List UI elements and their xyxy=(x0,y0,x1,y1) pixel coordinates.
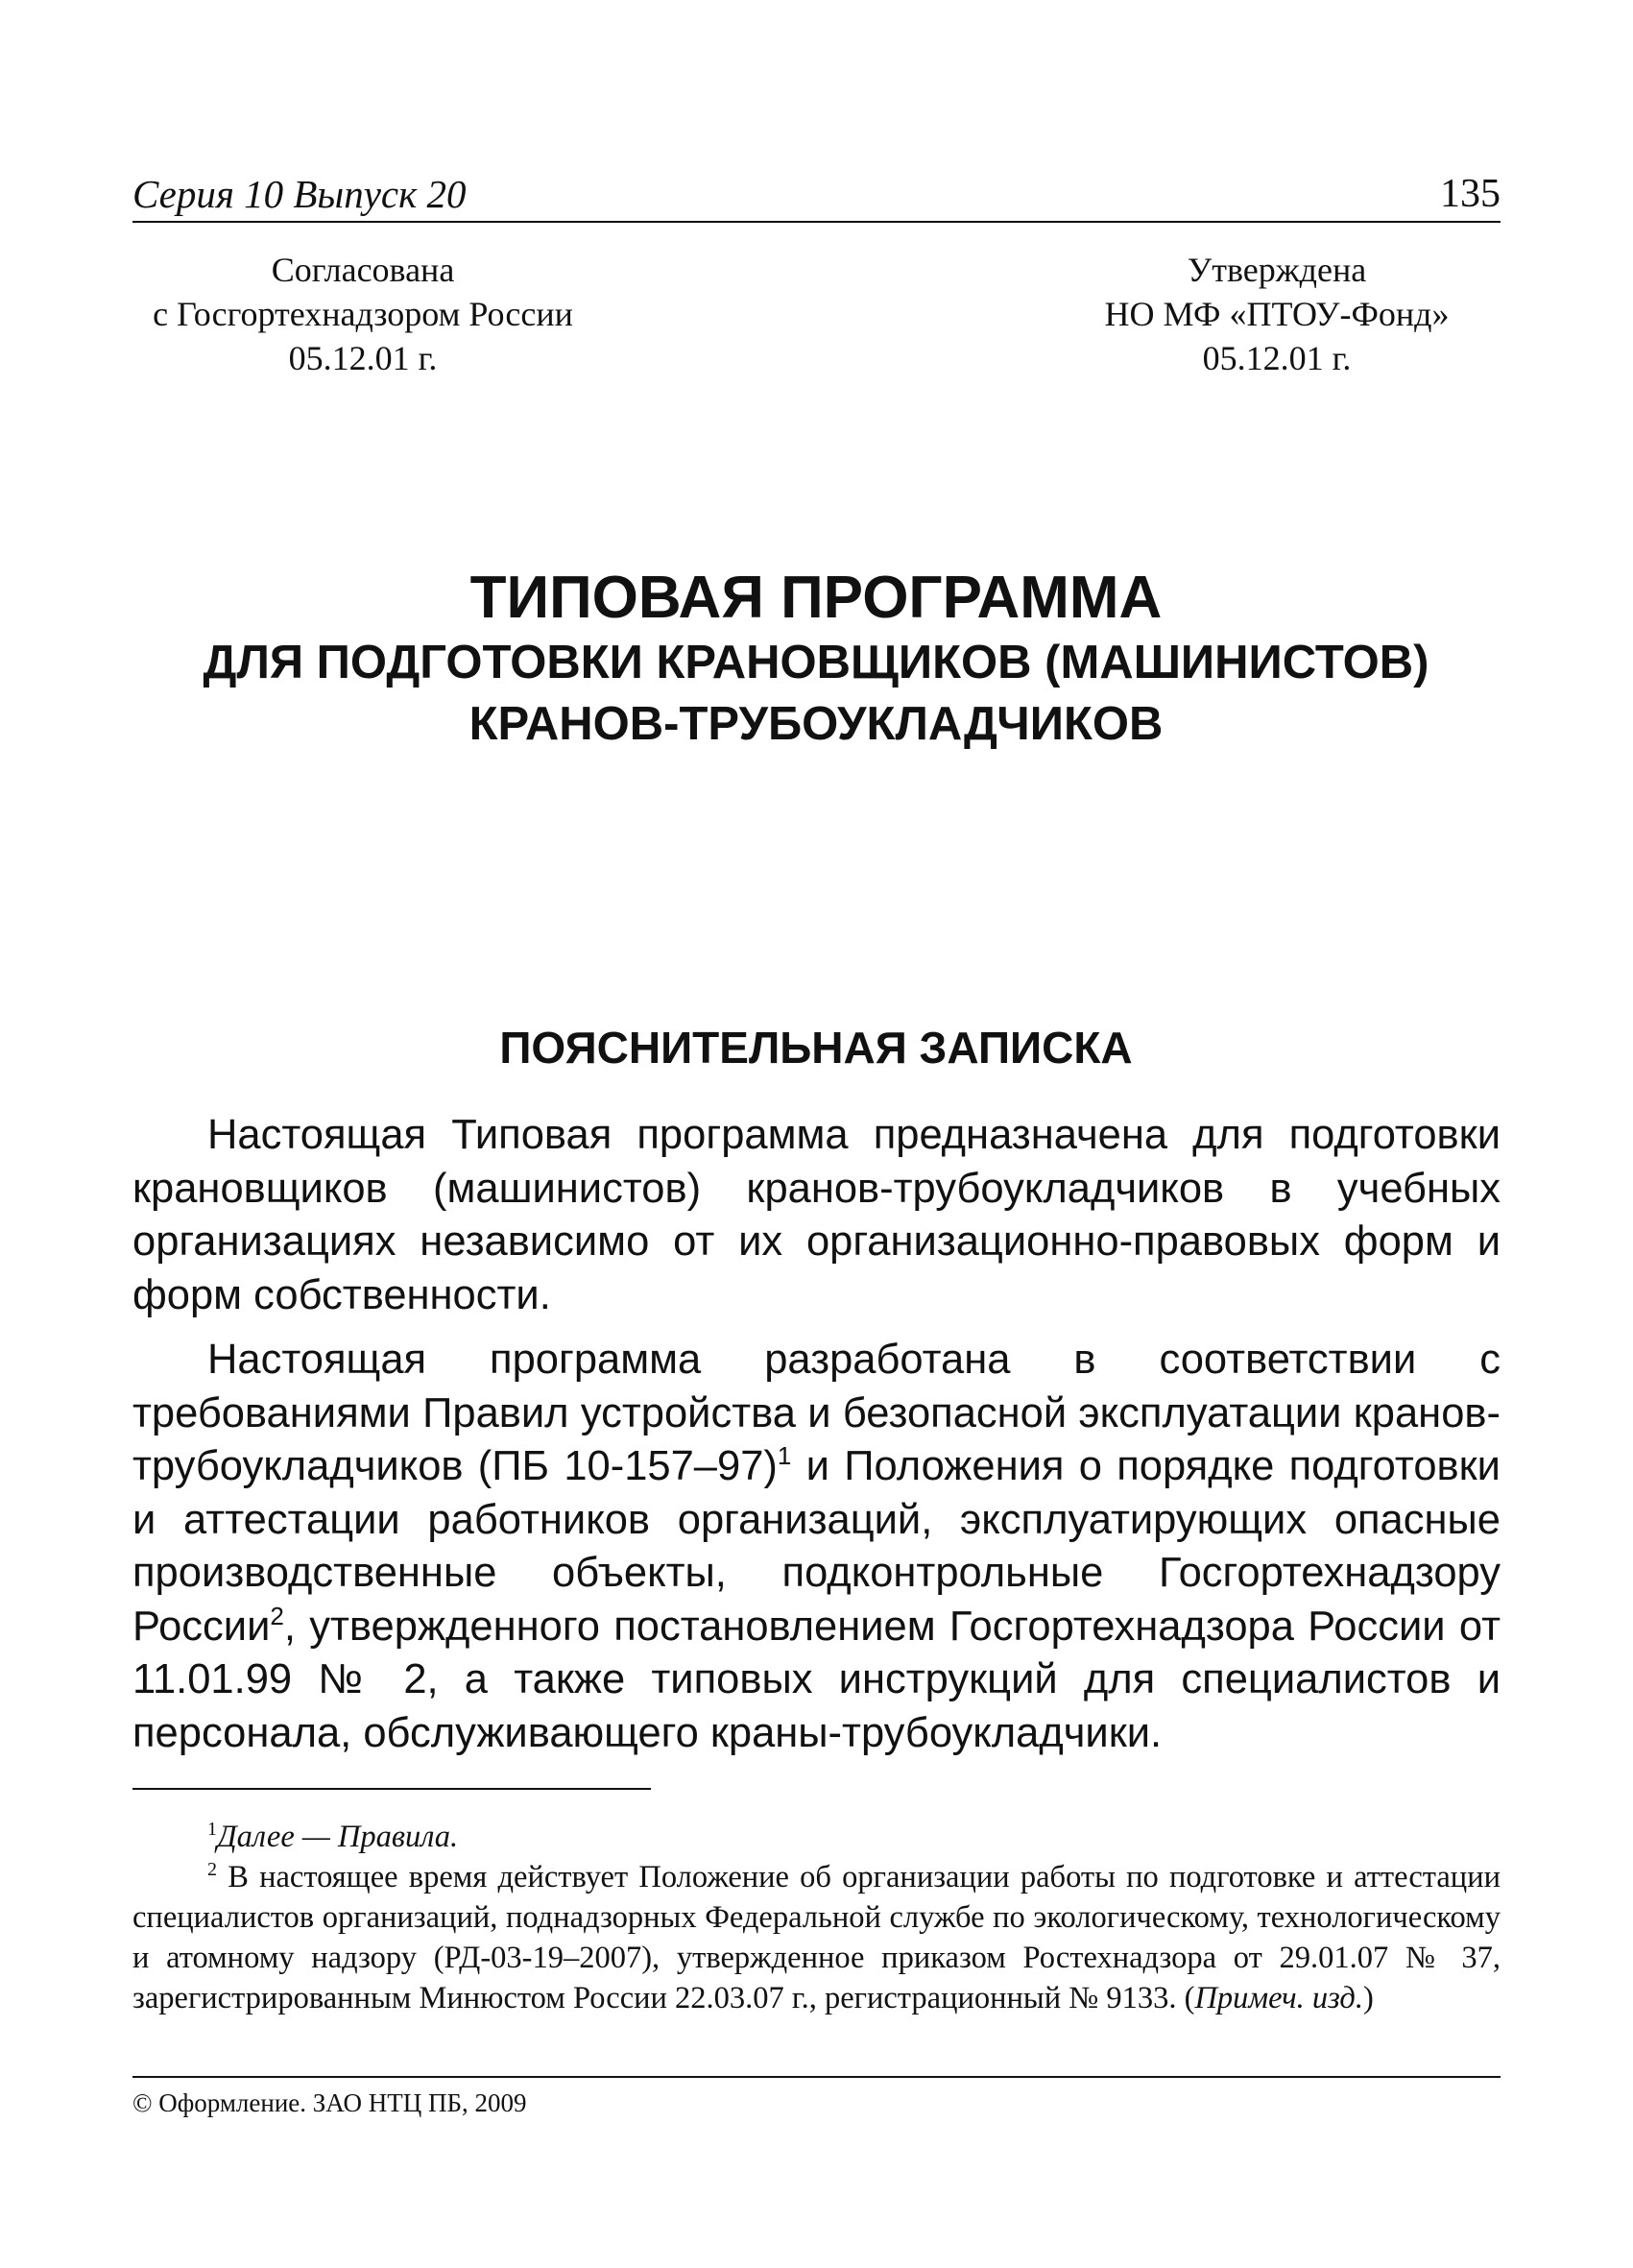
running-header xyxy=(132,169,1501,223)
footnote-2-close: ) xyxy=(1362,1981,1374,2015)
footnote-1 xyxy=(132,1817,1501,1857)
footnote-1-text: Далее — Правила. xyxy=(217,1820,459,1854)
approval-agreed-title: Согласована xyxy=(271,251,455,289)
title-line-1: ТИПОВАЯ ПРОГРАММА xyxy=(469,565,1163,631)
footnote-2-mark: 2 xyxy=(207,1859,217,1880)
approval-approved-block xyxy=(1046,248,1507,380)
title-line-2: ДЛЯ ПОДГОТОВКИ КРАНОВЩИКОВ (МАШИНИСТОВ) xyxy=(203,637,1429,688)
footer-rule xyxy=(132,2076,1501,2078)
paragraph-2-part-c: , утвержденного постановлением Госгортехнадзора России от 11.01.99 № 2, а также типовых инструкций для специалистов и персонала, обслуживающего краны-трубоукладчики. xyxy=(132,1603,1501,1756)
footnotes xyxy=(132,1817,1501,2018)
footnote-2-text: В настоящее время действует Положение об организации работы по подготовке и аттестации специалистов организаций, поднадзорных Федеральной службе по экологическому, технологическому и атомному надзору (РД-03-19–2007), утвержденное приказом Ростехнадзора от 29.01.07 № 37, зарегистрированным Минюстом России 22.03.07 г., регистрационный № 9133. ( xyxy=(132,1860,1501,2015)
footnote-2 xyxy=(132,1857,1501,2018)
body-text xyxy=(132,1109,1501,1772)
footnote-1-mark: 1 xyxy=(207,1819,217,1840)
paragraph-2-part-a: Настоящая программа разработана в соответствии с требованиями Правил устройства и безопасной эксплуатации кранов-трубоукладчиков (ПБ 10-157–97) xyxy=(132,1337,1501,1489)
section-heading: ПОЯСНИТЕЛЬНАЯ ЗАПИСКА xyxy=(499,1023,1133,1073)
footnote-ref-1: 1 xyxy=(777,1441,792,1470)
document-title xyxy=(144,565,1488,755)
approval-agreed-date: 05.12.01 г. xyxy=(288,339,438,377)
footnote-ref-2: 2 xyxy=(270,1601,284,1630)
approval-approved-authority: НО МФ «ПТОУ-Фонд» xyxy=(1104,295,1450,333)
paragraph-2-part-b: и Положения о порядке подготовки и аттестации работников организаций, эксплуатирующих опасные производственные объекты, подконтрольные Госгортехнадзору России xyxy=(132,1443,1501,1650)
approval-agreed-block xyxy=(113,248,612,380)
approval-approved-date: 05.12.01 г. xyxy=(1202,339,1352,377)
series-label: Серия 10 Выпуск 20 xyxy=(132,172,467,216)
copyright-notice: © Оформление. ЗАО НТЦ ПБ, 2009 xyxy=(132,2088,527,2117)
paragraph-1: Настоящая Типовая программа предназначена для подготовки крановщиков (машинистов) кранов-трубоукладчиков в учебных организациях независимо от их организационно-правовых форм и форм собственности. xyxy=(132,1112,1501,1318)
footnote-2-note: Примеч. изд. xyxy=(1194,1981,1363,2015)
title-line-3: КРАНОВ-ТРУБОУКЛАДЧИКОВ xyxy=(468,698,1164,750)
footnote-separator xyxy=(132,1788,651,1790)
approval-agreed-authority: с Госгортехнадзором России xyxy=(153,295,573,333)
page-number: 135 xyxy=(1440,172,1501,216)
approval-approved-title: Утверждена xyxy=(1187,251,1367,289)
header-rule xyxy=(132,221,1501,223)
paragraph-2 xyxy=(132,1334,1501,1760)
